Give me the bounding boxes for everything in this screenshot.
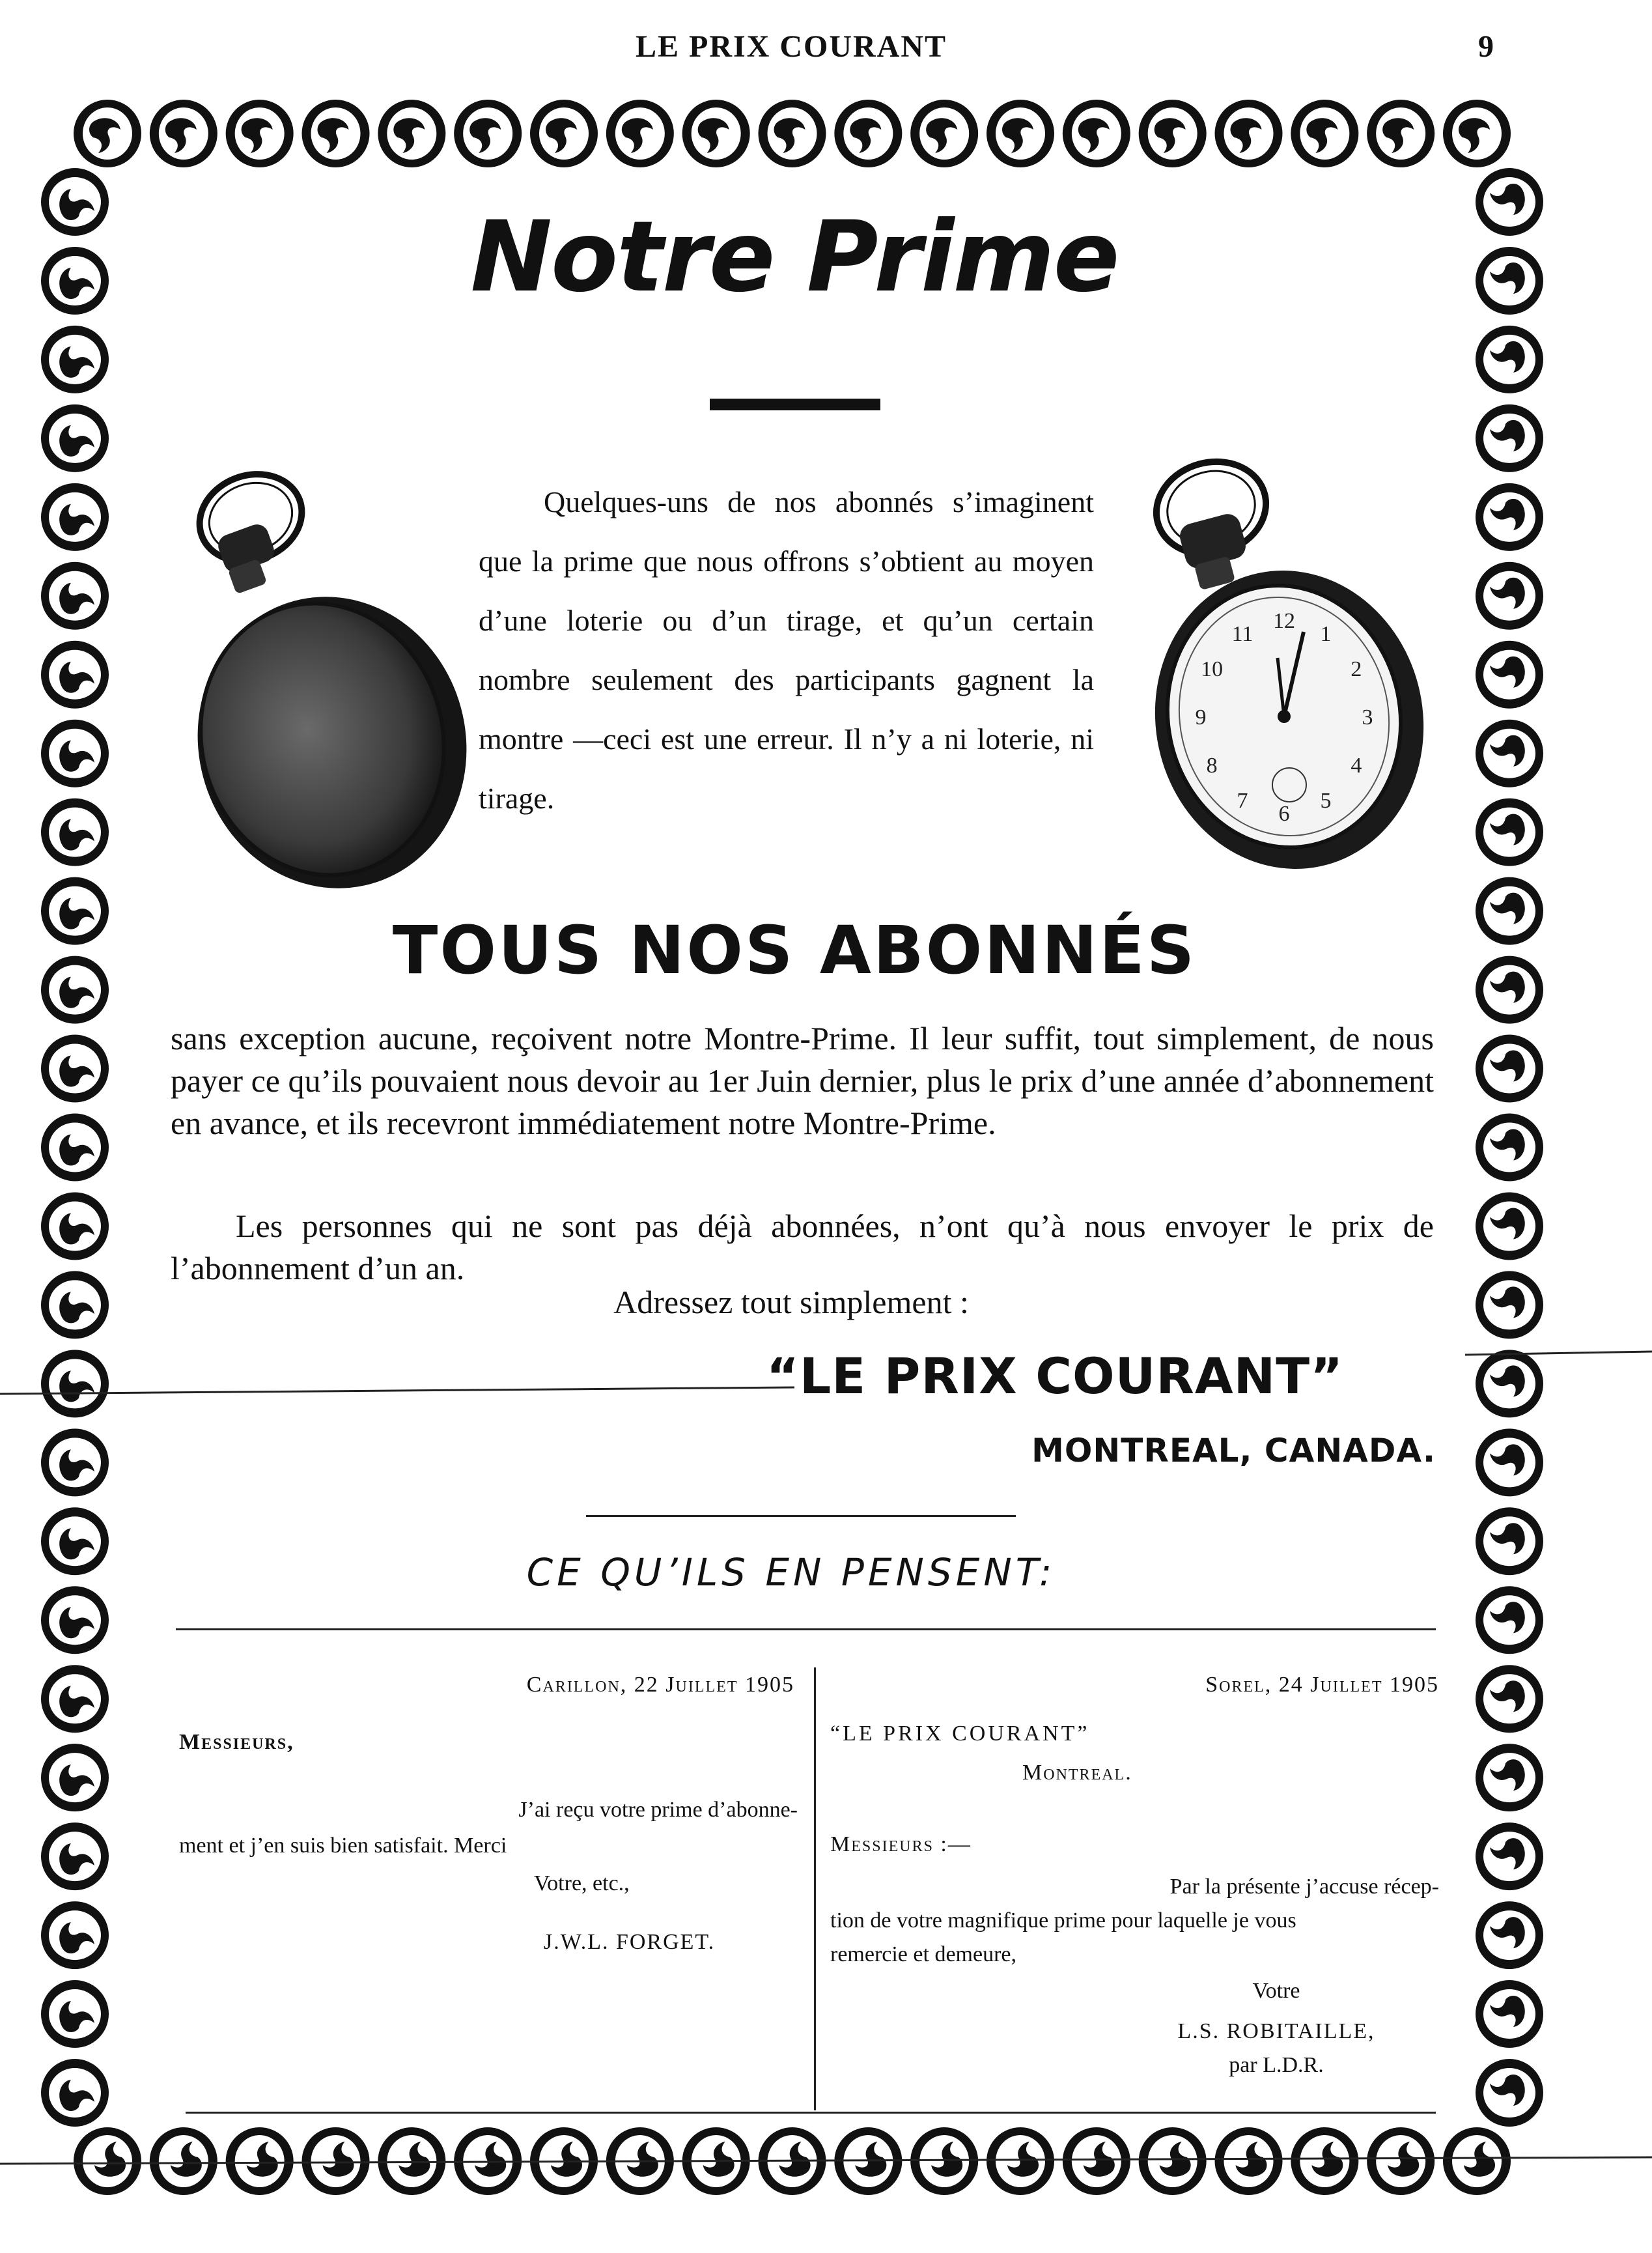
border-ornament xyxy=(1476,720,1543,787)
border-ornament xyxy=(1063,100,1130,167)
letter-right-signature-initials: par L.D.R. xyxy=(1229,2053,1324,2077)
border-ornament xyxy=(226,2127,294,2195)
border-ornament xyxy=(1476,956,1543,1024)
border-ornament xyxy=(1476,1822,1543,1890)
border-ornament xyxy=(1476,1428,1543,1496)
border-ornament xyxy=(1476,1350,1543,1417)
testimonials-heading: CE QU’ILS EN PENSENT: xyxy=(526,1550,1056,1594)
border-ornament xyxy=(1443,100,1511,167)
letter-right-place-date: Sorel, 24 Juillet 1905 xyxy=(1205,1673,1439,1697)
border-ornament xyxy=(1443,2127,1511,2195)
border-ornament xyxy=(41,247,109,315)
border-ornament xyxy=(41,1035,109,1103)
address-journal-name: “LE PRIX COURANT” xyxy=(766,1347,1344,1405)
border-ornament xyxy=(910,2127,978,2195)
scan-line xyxy=(0,1387,794,1394)
border-ornament xyxy=(606,100,674,167)
border-ornament xyxy=(1476,1035,1543,1103)
letter-left-signature: J.W.L. FORGET. xyxy=(544,1930,716,1954)
section-divider xyxy=(586,1515,1016,1517)
border-ornament xyxy=(41,956,109,1024)
border-ornament xyxy=(226,100,294,167)
dial-numeral: 1 xyxy=(1320,621,1332,646)
border-ornament xyxy=(1476,1586,1543,1654)
closed-pocket-watch-illustration xyxy=(169,469,469,892)
journal-title: LE PRIX COURANT xyxy=(635,29,947,64)
border-ornament xyxy=(41,404,109,472)
open-pocket-watch-illustration xyxy=(1127,456,1433,886)
border-ornament xyxy=(378,100,445,167)
border-ornament xyxy=(41,799,109,866)
dial-numeral: 2 xyxy=(1351,657,1362,681)
border-ornament xyxy=(1367,2127,1435,2195)
dial-numeral: 12 xyxy=(1273,609,1295,633)
border-ornament xyxy=(1215,100,1283,167)
border-ornament xyxy=(41,1192,109,1260)
border-ornament xyxy=(1476,404,1543,472)
dial-numeral: 11 xyxy=(1231,621,1253,646)
address-intro: Adressez tout simplement : xyxy=(613,1284,969,1320)
letter-right-signature: L.S. ROBITAILLE, xyxy=(1177,2019,1375,2043)
border-ornament xyxy=(1291,100,1358,167)
testimonials-bottom-rule xyxy=(186,2112,1436,2114)
border-ornament xyxy=(41,1665,109,1733)
border-ornament xyxy=(41,168,109,236)
border-ornament xyxy=(41,562,109,630)
border-ornament xyxy=(530,100,598,167)
new-subscribers-paragraph: Les personnes qui ne sont pas déjà abonnées, n’ont qu’à nous envoyer le prix de l’abonnement d’un an. xyxy=(171,1208,1434,1286)
letter-right-body-line: Par la présente j’accuse récep- xyxy=(1169,1875,1439,1899)
scan-line xyxy=(1465,1352,1652,1355)
border-ornament xyxy=(302,100,370,167)
border-ornament xyxy=(41,1744,109,1811)
dial-numeral: 10 xyxy=(1201,657,1224,681)
letter-left-body-line: ment et j’en suis bien satisfait. Merci xyxy=(179,1834,507,1858)
border-ornament xyxy=(1476,799,1543,866)
page-title: Notre Prime xyxy=(470,201,1119,314)
letter-left-closing: Votre, etc., xyxy=(534,1871,630,1895)
border-ornament xyxy=(41,483,109,551)
border-ornament xyxy=(1476,483,1543,551)
address-city: MONTREAL, CANADA. xyxy=(1031,1432,1436,1469)
dial-numeral: 9 xyxy=(1195,705,1207,730)
letter-right-body-line: remercie et demeure, xyxy=(830,1942,1016,1966)
letter-left-place-date: Carillon, 22 Juillet 1905 xyxy=(526,1673,794,1697)
border-ornament xyxy=(1476,326,1543,393)
border-ornament xyxy=(74,100,141,167)
dial-numeral: 4 xyxy=(1351,754,1362,778)
intro-paragraph: Quelques-uns de nos abonnés s’imaginent que la prime que nous offrons s’obtient au moyen d’une loterie ou d’un tirage, et qu’un certain nombre seulement des participants gagnent la montre —ceci est une erreur. Il n’y a ni loterie, ni tirage. xyxy=(479,485,1094,815)
letter-right-salutation: Messieurs :— xyxy=(830,1832,972,1856)
border-ornament xyxy=(41,1428,109,1496)
dial-numeral: 7 xyxy=(1237,789,1248,814)
border-ornament xyxy=(682,100,750,167)
border-ornament xyxy=(454,100,522,167)
border-ornament xyxy=(1139,100,1207,167)
border-ornament xyxy=(74,2127,141,2195)
border-ornament xyxy=(1476,247,1543,315)
border-ornament xyxy=(1476,2059,1543,2127)
border-ornament xyxy=(41,1822,109,1890)
border-ornament xyxy=(41,326,109,393)
border-ornament xyxy=(41,720,109,787)
letter-left-salutation: Messieurs, xyxy=(179,1730,294,1754)
letter-right-addressee: “LE PRIX COURANT” xyxy=(830,1722,1090,1746)
border-ornament xyxy=(759,100,826,167)
border-ornament xyxy=(41,2059,109,2127)
testimonials-top-rule xyxy=(176,1628,1436,1630)
border-ornament xyxy=(1215,2127,1283,2195)
subscribers-heading: TOUS NOS ABONNÉS xyxy=(392,912,1197,989)
border-ornament xyxy=(41,1901,109,1969)
letter-left-body-line: J’ai reçu votre prime d’abonne- xyxy=(518,1798,798,1822)
dial-numeral: 5 xyxy=(1320,789,1332,814)
border-ornament xyxy=(1476,1114,1543,1182)
title-rule xyxy=(710,399,880,410)
offer-paragraph: sans exception aucune, reçoivent notre Montre-Prime. Il leur suffit, tout simplement, de nous payer ce qu’ils pouvaient nous devoir au 1er Juin dernier, plus le prix d’une année d’abonnement en avance, et ils recevront immédiatement notre Montre-Prime. xyxy=(171,1020,1434,1141)
border-ornament xyxy=(1476,641,1543,709)
border-ornament xyxy=(41,1350,109,1417)
border-ornament xyxy=(910,100,978,167)
border-ornament xyxy=(150,2127,217,2195)
border-ornament xyxy=(1476,1192,1543,1260)
dial-numeral: 6 xyxy=(1278,802,1290,826)
border-ornament xyxy=(1476,1901,1543,1969)
border-ornament xyxy=(150,100,217,167)
border-ornament xyxy=(41,641,109,709)
letter-right-addressee-city: Montreal. xyxy=(1022,1761,1132,1785)
border-ornament xyxy=(1476,877,1543,945)
border-ornament xyxy=(1367,100,1435,167)
page-number: 9 xyxy=(1478,29,1494,64)
border-ornament xyxy=(1476,1665,1543,1733)
border-ornament xyxy=(1476,1744,1543,1811)
border-ornament xyxy=(1139,2127,1207,2195)
letter-right-closing: Votre xyxy=(1252,1979,1300,2003)
border-ornament xyxy=(1476,1980,1543,2048)
border-ornament xyxy=(41,1980,109,2048)
border-ornament xyxy=(1476,562,1543,630)
border-ornament xyxy=(1476,168,1543,236)
border-ornament xyxy=(41,1114,109,1182)
border-ornament xyxy=(1291,2127,1358,2195)
border-ornament xyxy=(987,2127,1054,2195)
letter-right-body-line: tion de votre magnifique prime pour laquelle je vous xyxy=(830,1908,1296,1933)
border-ornament xyxy=(1063,2127,1130,2195)
border-ornament xyxy=(834,100,902,167)
border-ornament xyxy=(987,100,1054,167)
border-ornament xyxy=(41,877,109,945)
dial-numeral: 8 xyxy=(1206,754,1218,778)
dial-numeral: 3 xyxy=(1362,705,1373,730)
border-ornament xyxy=(302,2127,370,2195)
border-ornament xyxy=(41,1586,109,1654)
column-divider xyxy=(814,1667,816,2110)
